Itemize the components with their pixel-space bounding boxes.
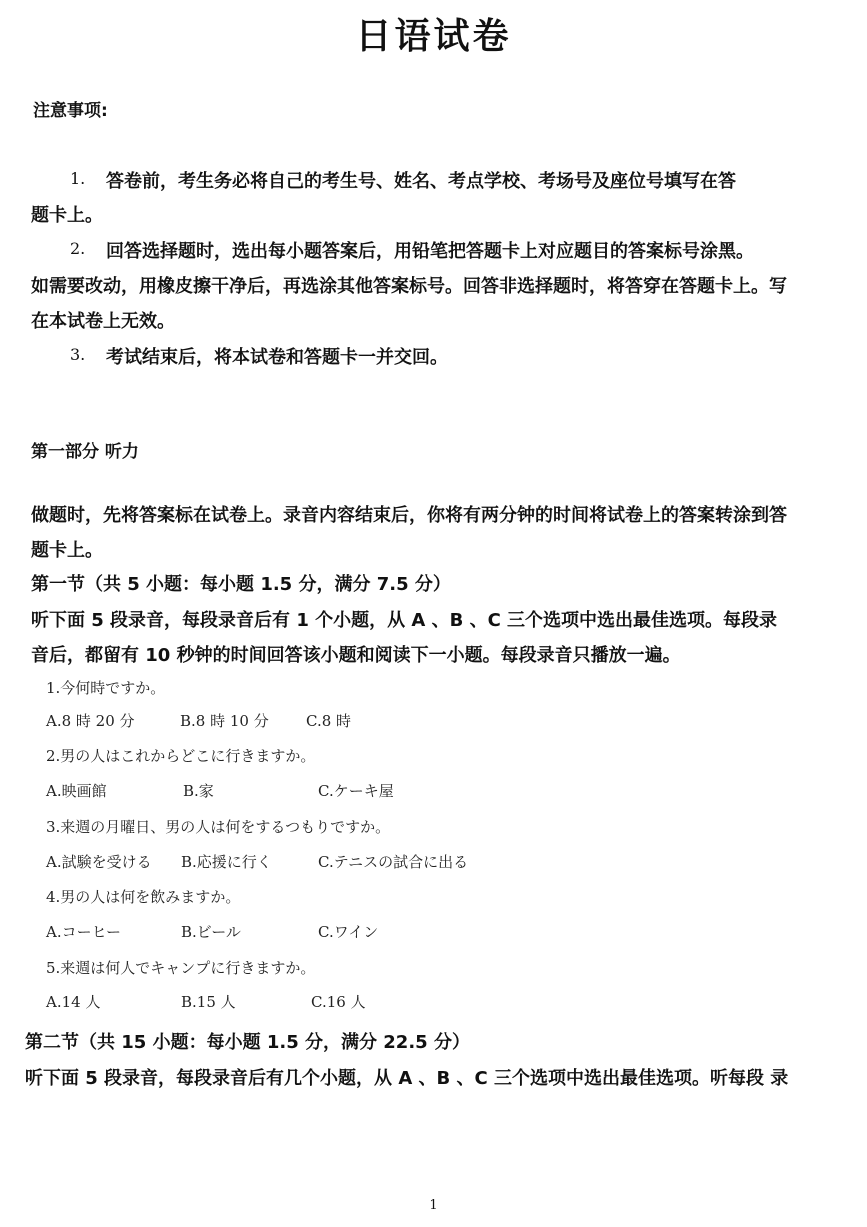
option-b: B.応援に行く — [181, 853, 272, 871]
option-c: C.テニスの試合に出る — [318, 853, 469, 871]
option-a: A.14 人 — [46, 993, 101, 1011]
page-number: 1 — [429, 1198, 438, 1213]
option-b: B.ビール — [181, 923, 241, 941]
part1-intro: 题卡上。 — [31, 540, 103, 561]
notice-heading: 注意事项: — [33, 101, 108, 121]
option-a: A.試験を受ける — [46, 853, 152, 871]
option-c: C.8 時 — [306, 712, 352, 730]
notice-item-text: 在本试卷上无效。 — [31, 311, 175, 332]
question-text: 2.男の人はこれからどこに行きますか。 — [46, 747, 316, 765]
notice-item-number: 2. — [70, 239, 86, 258]
part1-heading: 第一部分 听力 — [31, 442, 139, 462]
option-b: B.15 人 — [181, 993, 236, 1011]
section1-instruction: 音后，都留有 10 秒钟的时间回答该小题和阅读下一小题。每段录音只播放一遍。 — [31, 645, 681, 666]
option-b: B.8 時 10 分 — [180, 712, 269, 730]
option-c: C.ワイン — [318, 923, 379, 941]
notice-item-number: 1. — [70, 169, 86, 188]
notice-item-text: 题卡上。 — [31, 205, 103, 226]
option-a: A.8 時 20 分 — [46, 712, 135, 730]
section1-instruction: 听下面 5 段录音，每段录音后有 1 个小题，从 A 、B 、C 三个选项中选出最佳选项。每段录 — [31, 610, 778, 631]
section2-heading: 第二节（共 15 小题：每小题 1.5 分，满分 22.5 分） — [25, 1032, 470, 1053]
option-a: A.コーヒー — [46, 923, 122, 941]
question-text: 4.男の人は何を飲みますか。 — [46, 888, 241, 906]
part1-intro: 做题时，先将答案标在试卷上。录音内容结束后，你将有两分钟的时间将试卷上的答案转涂到答 — [31, 505, 787, 526]
notice-item-text: 考试结束后，将本试卷和答题卡一并交回。 — [106, 347, 448, 368]
notice-item-text: 答卷前，考生务必将自己的考生号、姓名、考点学校、考场号及座位号填写在答 — [106, 171, 736, 192]
option-c: C.ケーキ屋 — [318, 782, 394, 800]
section1-heading: 第一节（共 5 小题：每小题 1.5 分，满分 7.5 分） — [31, 574, 451, 595]
question-text: 3.来週の月曜日、男の人は何をするつもりですか。 — [46, 818, 391, 836]
question-text: 1.今何時ですか。 — [46, 679, 166, 697]
page-title: 日语试卷 — [355, 16, 512, 57]
notice-item-text: 如需要改动，用橡皮擦干净后，再选涂其他答案标号。回答非选择题时，将答穿在答题卡上。写 — [31, 276, 787, 297]
question-text: 5.来週は何人でキャンプに行きますか。 — [46, 959, 316, 977]
option-c: C.16 人 — [311, 993, 366, 1011]
notice-item-text: 回答选择题时，选出每小题答案后，用铅笔把答题卡上对应题目的答案标号涂黑。 — [106, 241, 754, 262]
notice-item-number: 3. — [70, 345, 86, 364]
option-a: A.映画館 — [46, 782, 107, 800]
section2-instruction: 听下面 5 段录音，每段录音后有几个小题，从 A 、B 、C 三个选项中选出最佳选项。听每段 录 — [25, 1068, 789, 1089]
option-b: B.家 — [183, 782, 214, 800]
